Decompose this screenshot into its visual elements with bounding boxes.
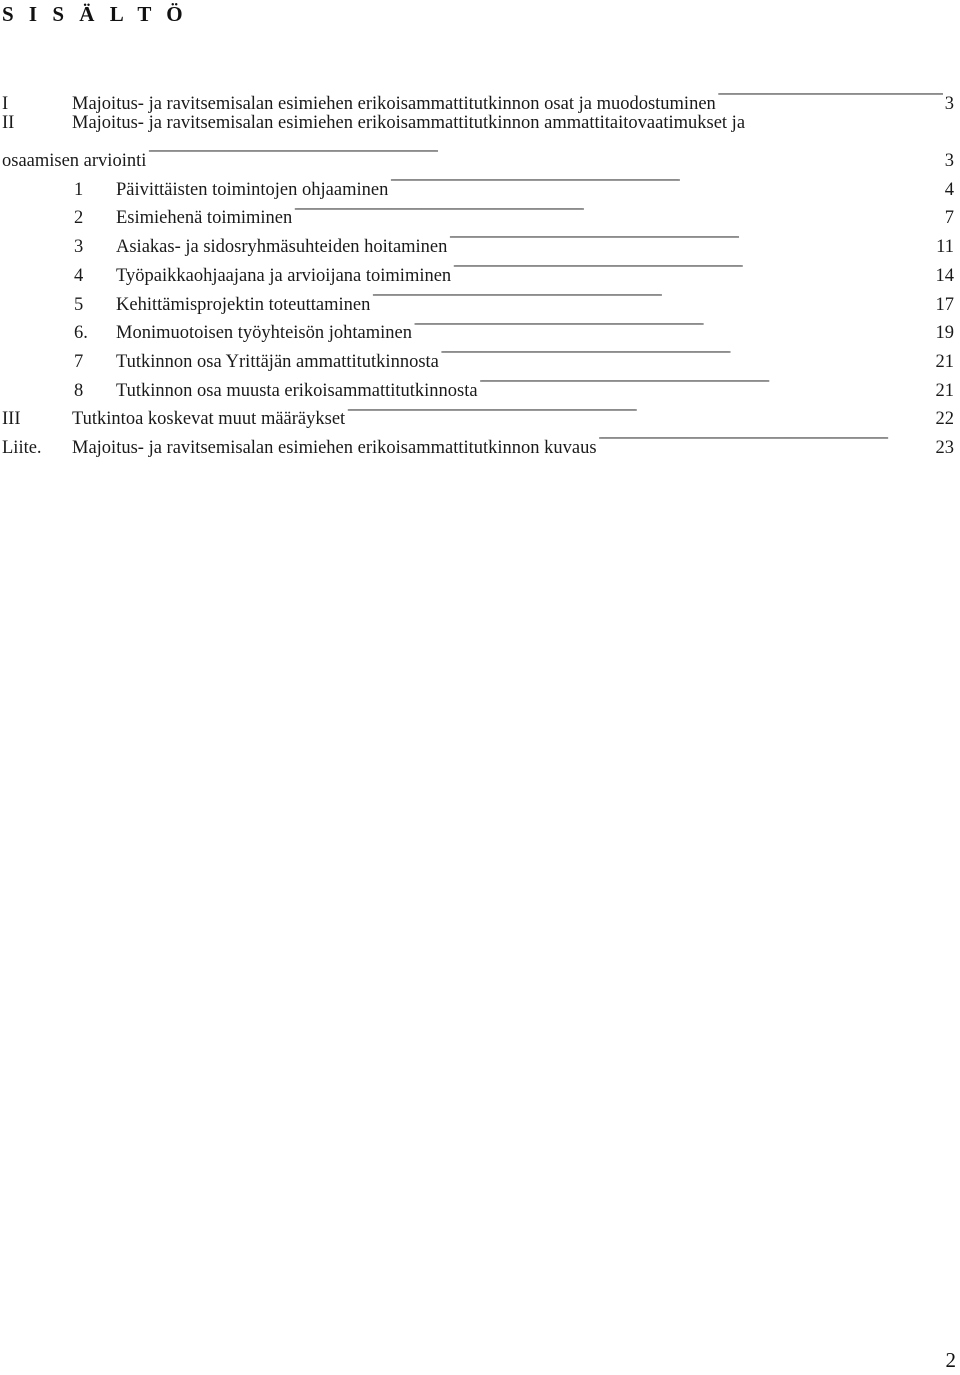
- toc-entry-page: 3: [944, 93, 954, 114]
- toc-entry-II-continuation[interactable]: [0, 137, 958, 172]
- toc-leader-dots: [148, 137, 942, 166]
- toc-entry-number: 7: [74, 351, 84, 372]
- toc-entry-title: Tutkintoa koskevat muut määräykset: [72, 409, 346, 430]
- toc-leader-dots: [453, 252, 933, 281]
- toc-entry-title: Päivittäisten toimintojen ohjaaminen: [116, 179, 389, 200]
- toc-leader-dots: [372, 281, 933, 310]
- toc-entry-page: 19: [935, 323, 954, 344]
- toc-entry-page: 11: [936, 237, 954, 258]
- toc-entry-title: Majoitus- ja ravitsemisalan esimiehen erikoisammattitutkinnon kuvaus: [72, 437, 597, 458]
- toc-entry-title: Asiakas- ja sidosryhmäsuhteiden hoitaminen: [116, 237, 448, 258]
- toc-leader-dots: [294, 195, 943, 224]
- toc-leader-dots: [414, 310, 934, 339]
- toc-entry-title: Kehittämisprojektin toteuttaminen: [116, 294, 371, 315]
- toc-entry-number: Liite.: [2, 437, 42, 458]
- toc-entry-page: 3: [944, 151, 954, 172]
- toc-leader-dots: [347, 396, 933, 425]
- toc-entry-page: 23: [935, 437, 954, 458]
- toc-entry-title: Työpaikkaohjaajana ja arvioijana toimiminen: [116, 265, 452, 286]
- toc-entry-number: 4: [74, 265, 84, 286]
- toc-entry-page: 21: [935, 351, 954, 372]
- toc-entry-number: 8: [74, 380, 84, 401]
- toc-entry-number: 6.: [74, 323, 88, 344]
- toc-entry-page: 7: [944, 208, 954, 229]
- toc-leader-dots: [718, 80, 943, 109]
- toc-leader-dots: [449, 223, 934, 252]
- toc-entry-page: 14: [935, 265, 954, 286]
- toc-entry-title-continuation: osaamisen arviointi: [2, 151, 147, 172]
- toc-title: S I S Ä L T Ö: [2, 2, 188, 26]
- toc-entry-page: 4: [944, 179, 954, 200]
- toc-entry-II[interactable]: [0, 109, 958, 138]
- toc-entry-title: Tutkinnon osa muusta erikoisammattitutkinnosta: [116, 380, 478, 401]
- toc-entry-number: III: [2, 409, 21, 430]
- page-number: 2: [945, 1348, 956, 1372]
- toc-leader-dots: [441, 338, 934, 367]
- toc-entry-title: Esimiehenä toimiminen: [116, 208, 293, 229]
- table-of-contents: [0, 80, 958, 458]
- toc-entry-page: 21: [935, 380, 954, 401]
- toc-entry-number: 2: [74, 208, 84, 229]
- toc-entry-title: Majoitus- ja ravitsemisalan esimiehen erikoisammattitutkinnon ammattitaitovaatimukset ja: [72, 112, 746, 133]
- toc-entry-number: 3: [74, 237, 84, 258]
- toc-entry-number: II: [2, 112, 15, 133]
- toc-entry-page: 17: [935, 294, 954, 315]
- toc-leader-dots: [480, 367, 934, 396]
- toc-entry-I[interactable]: [0, 80, 958, 114]
- toc-leader-dots: [599, 424, 934, 453]
- toc-entry-number: 1: [74, 179, 84, 200]
- toc-entry-page: 22: [935, 409, 954, 430]
- toc-entry-title: Monimuotoisen työyhteisön johtaminen: [116, 323, 412, 344]
- toc-entry-title: Majoitus- ja ravitsemisalan esimiehen erikoisammattitutkinnon osat ja muodostuminen: [72, 93, 716, 114]
- toc-leader-dots: [390, 166, 942, 195]
- toc-entry-number: I: [2, 93, 9, 114]
- toc-entry-number: 5: [74, 294, 84, 315]
- toc-entry-title: Tutkinnon osa Yrittäjän ammattitutkinnosta: [116, 351, 439, 372]
